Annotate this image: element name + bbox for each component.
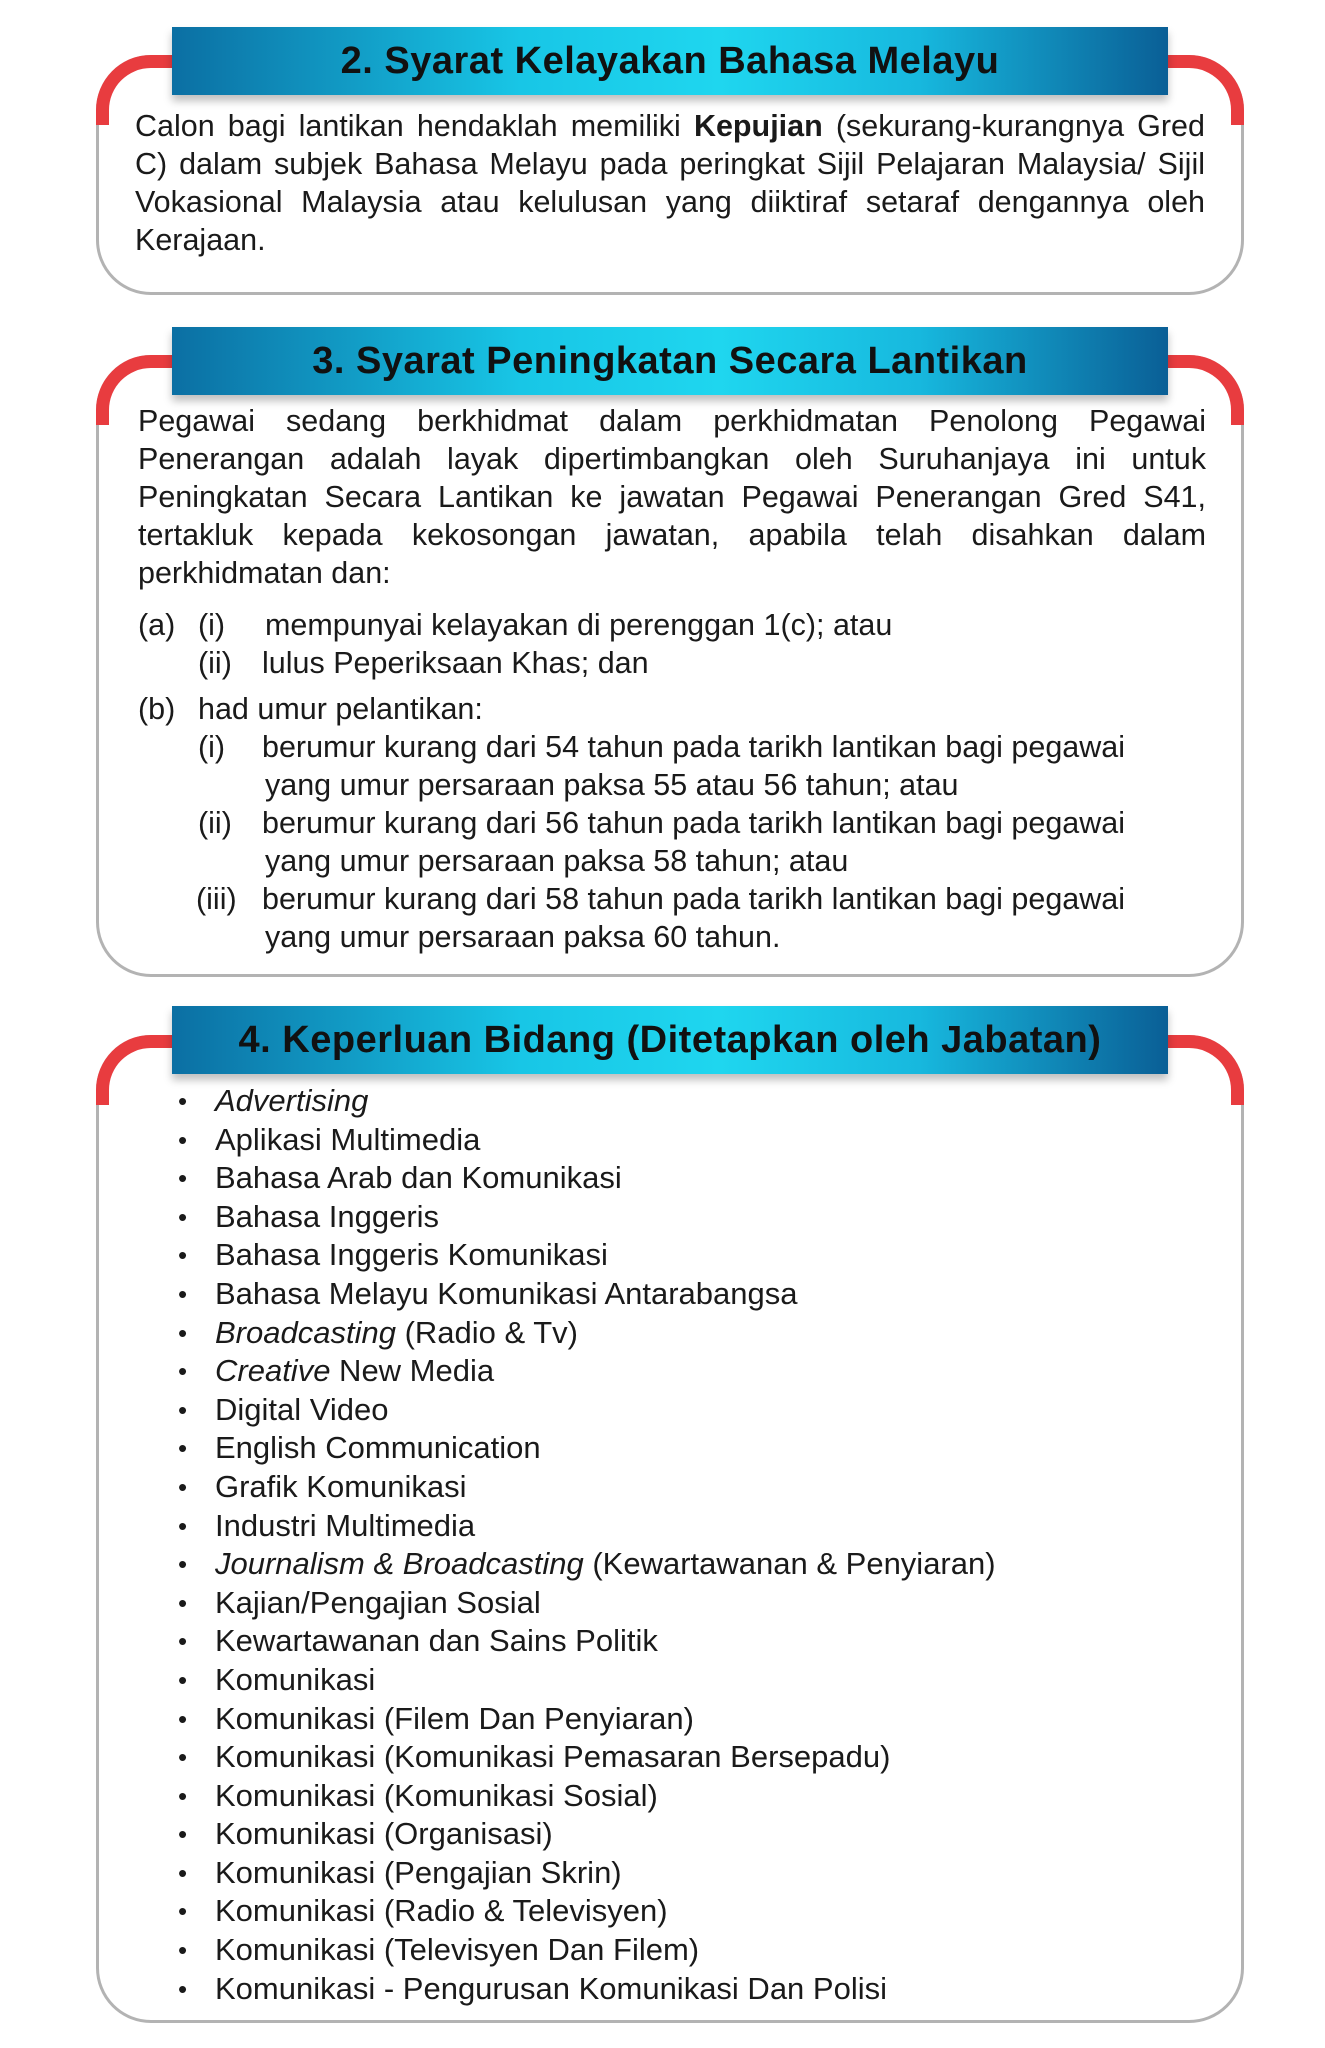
s3-b-text: had umur pelantikan: xyxy=(198,692,483,726)
list-item xyxy=(178,1854,996,1893)
list-item-italic: Creative xyxy=(215,1353,331,1389)
s3-b-i-line2: yang umur persaraan paksa 55 atau 56 tahun; atau xyxy=(265,768,959,802)
s3-b-iii-line1: berumur kurang dari 58 tahun pada tarikh lantikan bagi pegawai xyxy=(262,882,1126,916)
list-item xyxy=(178,1429,996,1468)
section-2-title: 2. Syarat Kelayakan Bahasa Melayu xyxy=(172,27,1168,95)
list-item-text: (Kewartawanan & Penyiaran) xyxy=(583,1546,996,1582)
list-item xyxy=(178,1777,996,1816)
s3-b-i-num: (i) xyxy=(198,730,226,764)
list-item-text: Bahasa Inggeris Komunikasi xyxy=(215,1237,608,1273)
list-item xyxy=(178,1738,996,1777)
list-item xyxy=(178,1892,996,1931)
list-item xyxy=(178,1314,996,1353)
list-item-italic: Advertising xyxy=(215,1083,369,1118)
list-item xyxy=(178,1121,996,1160)
list-item-text: Komunikasi (Radio & Televisyen) xyxy=(215,1893,668,1929)
list-item-text: Kewartawanan dan Sains Politik xyxy=(215,1623,658,1659)
s3-a-i-num: (i) xyxy=(198,608,226,642)
list-item xyxy=(178,1622,996,1661)
list-item-text: Bahasa Melayu Komunikasi Antarabangsa xyxy=(215,1275,798,1311)
list-item-text: Komunikasi (Komunikasi Pemasaran Bersepadu) xyxy=(215,1739,891,1775)
s3-b-ii-num: (ii) xyxy=(198,806,232,840)
list-item-text: Digital Video xyxy=(215,1391,389,1427)
s2-text-post: (sekurang-kurangnya Gred C) dalam subjek Bahasa Melayu pada peringkat Sijil Pelajaran Malaysia/ Sijil Vokasional Malaysia atau kelulusan yang diiktiraf setaraf dengannya oleh Kerajaan. xyxy=(135,109,1205,257)
list-item xyxy=(178,1198,996,1237)
s3-a-ii-text: lulus Peperiksaan Khas; dan xyxy=(262,646,649,680)
list-item xyxy=(178,1468,996,1507)
s3-b-label: (b) xyxy=(138,692,176,726)
s3-b-ii-line1: berumur kurang dari 56 tahun pada tarikh lantikan bagi pegawai xyxy=(262,806,1126,840)
list-item-text: English Communication xyxy=(215,1430,541,1466)
list-item-text: Grafik Komunikasi xyxy=(215,1468,467,1504)
list-item-text: Komunikasi - Pengurusan Komunikasi Dan Polisi xyxy=(215,1970,887,2006)
list-item xyxy=(178,1391,996,1430)
list-item-text: Komunikasi (Organisasi) xyxy=(215,1816,553,1852)
s3-a-label: (a) xyxy=(138,608,176,642)
list-item-text: Bahasa Arab dan Komunikasi xyxy=(215,1160,622,1196)
list-item-text: Kajian/Pengajian Sosial xyxy=(215,1584,541,1620)
list-item xyxy=(178,1082,996,1121)
list-item-text: Komunikasi (Filem Dan Penyiaran) xyxy=(215,1700,694,1736)
list-item-text: (Radio & Tv) xyxy=(395,1314,578,1350)
list-item xyxy=(178,1700,996,1739)
list-item xyxy=(178,1275,996,1314)
list-item-text: Komunikasi xyxy=(215,1661,376,1697)
field-list xyxy=(178,1082,996,2008)
list-item-text: Komunikasi (Televisyen Dan Filem) xyxy=(215,1932,700,1968)
list-item-text: New Media xyxy=(330,1353,495,1389)
list-item xyxy=(178,1931,996,1970)
list-item xyxy=(178,1545,996,1584)
s3-b-iii-line2: yang umur persaraan paksa 60 tahun. xyxy=(265,920,781,954)
s2-text-bold: Kepujian xyxy=(693,109,823,143)
s3-b-iii-num: (iii) xyxy=(196,882,237,916)
list-item xyxy=(178,1815,996,1854)
list-item-text: Bahasa Inggeris xyxy=(215,1198,440,1234)
list-item xyxy=(178,1970,996,2009)
list-item xyxy=(178,1507,996,1546)
s3-a-ii-num: (ii) xyxy=(198,646,232,680)
list-item-text: Industri Multimedia xyxy=(215,1507,476,1543)
section-2-text xyxy=(135,107,1205,259)
list-item-text: Aplikasi Multimedia xyxy=(215,1121,481,1157)
list-item xyxy=(178,1661,996,1700)
list-item xyxy=(178,1584,996,1623)
list-item xyxy=(178,1159,996,1198)
list-item xyxy=(178,1236,996,1275)
list-item xyxy=(178,1352,996,1391)
s3-b-ii-line2: yang umur persaraan paksa 58 tahun; atau xyxy=(265,844,849,878)
s3-b-i-line1: berumur kurang dari 54 tahun pada tarikh lantikan bagi pegawai xyxy=(262,730,1126,764)
section-3-intro: Pegawai sedang berkhidmat dalam perkhidmatan Penolong Pegawai Penerangan adalah layak dipertimbangkan oleh Suruhanjaya ini untuk Peningkatan Secara Lantikan ke jawatan Pegawai Penerangan Gred S41, tertakluk kepada kekosongan jawatan, apabila telah disahkan dalam perkhidmatan dan: xyxy=(138,404,1206,590)
list-item-text: Komunikasi (Komunikasi Sosial) xyxy=(215,1777,658,1813)
list-item-text: Komunikasi (Pengajian Skrin) xyxy=(215,1854,622,1890)
s2-text-pre: Calon bagi lantikan hendaklah memiliki xyxy=(135,109,694,143)
section-3-title: 3. Syarat Peningkatan Secara Lantikan xyxy=(172,327,1168,395)
list-item-italic: Broadcasting xyxy=(215,1314,396,1350)
list-item-italic: Journalism & Broadcasting xyxy=(215,1546,584,1582)
s3-a-i-text: mempunyai kelayakan di perenggan 1(c); atau xyxy=(265,608,893,642)
section-4-title: 4. Keperluan Bidang (Ditetapkan oleh Jabatan) xyxy=(172,1006,1168,1074)
